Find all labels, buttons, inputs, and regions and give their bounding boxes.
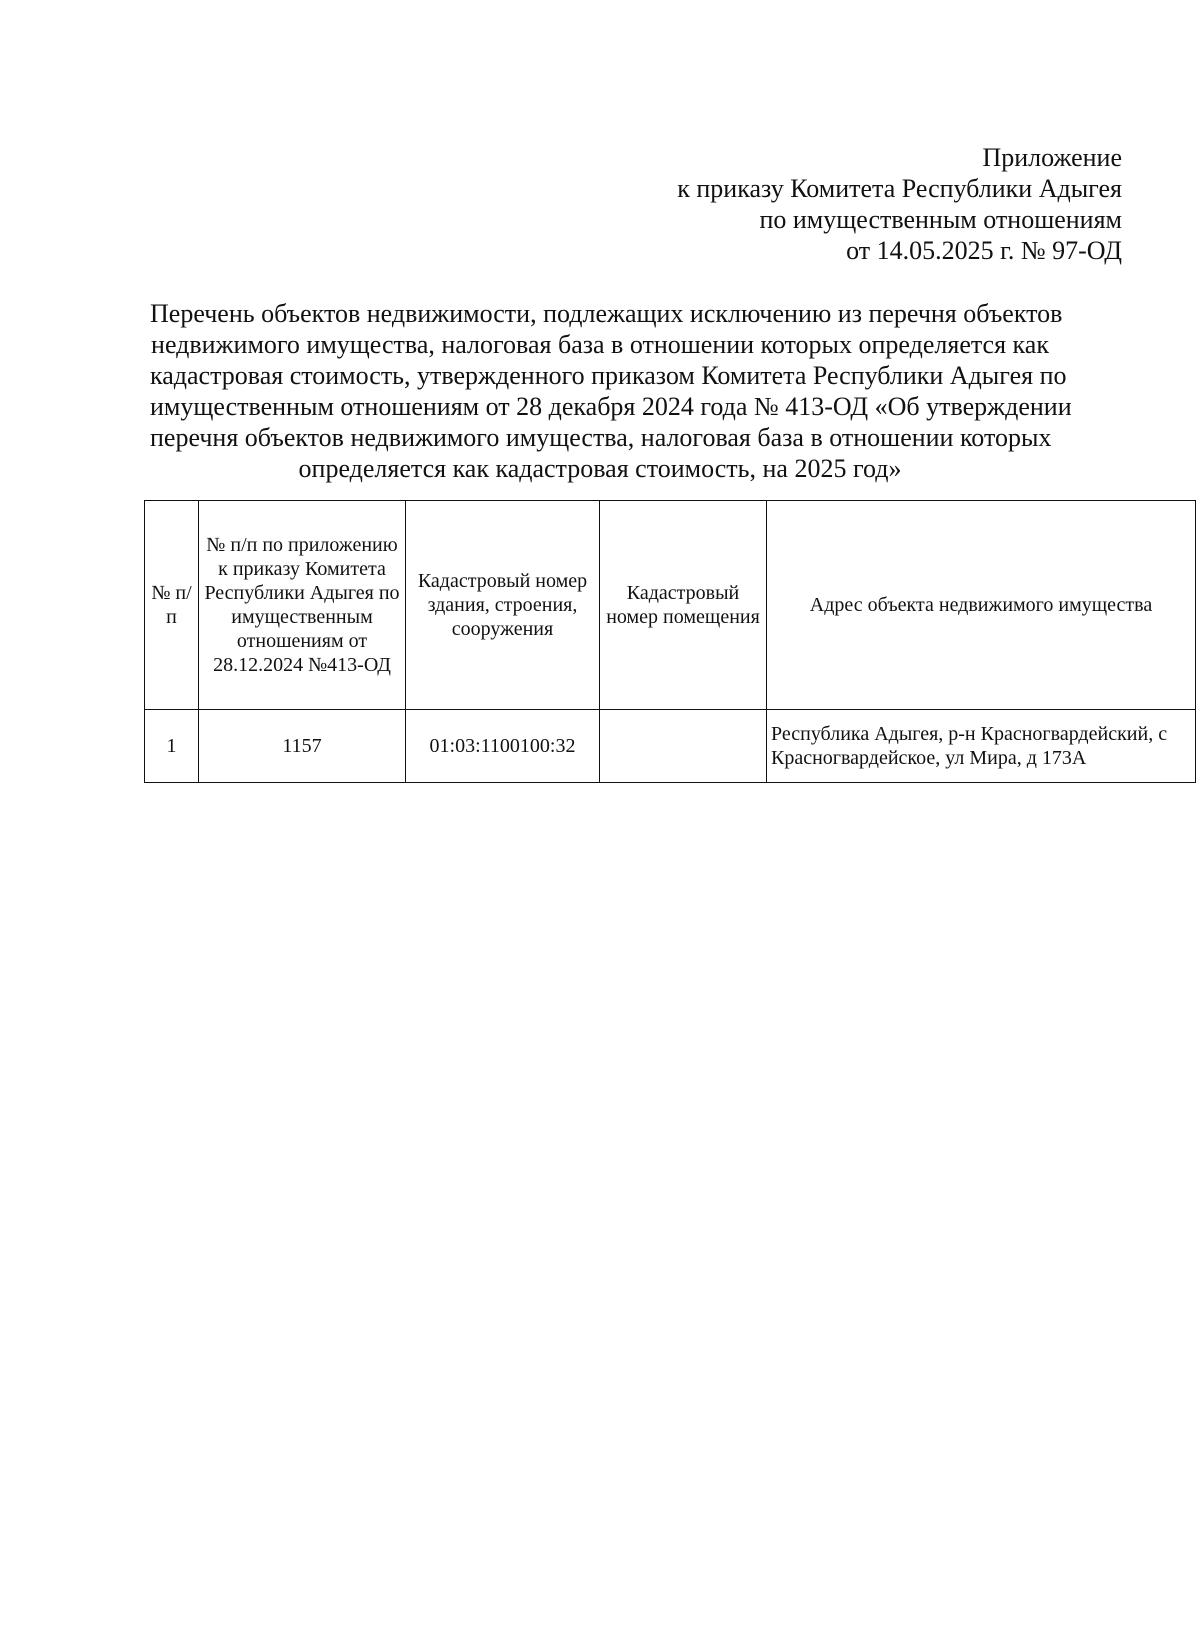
header-address: Адрес объекта недвижимого имущества (767, 501, 1196, 710)
title-line-3: кадастровая стоимость, утвержденного приказом Комитета Республики Адыгея по (150, 361, 1067, 390)
title-line-5: перечня объектов недвижимого имущества, налоговая база в отношении которых (150, 423, 1052, 452)
table-row (145, 710, 1196, 783)
header-appendix-number: № п/п по приложению к приказу Комитета Республики Адыгея по имущественным отношениям от 28.12.2024 №413-ОД (199, 501, 406, 710)
header-row-number: № п/п (145, 501, 199, 710)
header-building-cadastral: Кадастровый номер здания, строения, сооружения (406, 501, 600, 710)
appendix-line-1: Приложение (982, 143, 1122, 172)
document-title (150, 298, 1072, 484)
title-line-1: Перечень объектов недвижимости, подлежащих исключению из перечня объектов (150, 299, 1063, 328)
appendix-reference (677, 142, 1122, 266)
cell-address: Республика Адыгея, р-н Красногвардейский, с Красногвардейское, ул Мира, д 173А (767, 710, 1196, 783)
cell-premises-cadastral (600, 710, 767, 783)
cell-row-number: 1 (145, 710, 199, 783)
header-premises-cadastral: Кадастровый номер помещения (600, 501, 767, 710)
cell-building-cadastral: 01:03:1100100:32 (406, 710, 600, 783)
objects-table (144, 500, 1196, 783)
cell-appendix-number: 1157 (199, 710, 406, 783)
appendix-line-4: от 14.05.2025 г. № 97-ОД (846, 236, 1122, 265)
table-header-row (145, 501, 1196, 710)
title-line-4: имущественным отношениям от 28 декабря 2024 года № 413-ОД «Об утверждении (150, 392, 1072, 421)
appendix-line-3: по имущественным отношениям (759, 205, 1122, 234)
title-line-2: недвижимого имущества, налоговая база в отношении которых определяется как (151, 330, 1049, 359)
appendix-line-2: к приказу Комитета Республики Адыгея (677, 174, 1122, 203)
title-line-6: определяется как кадастровая стоимость, на 2025 год» (298, 454, 902, 483)
